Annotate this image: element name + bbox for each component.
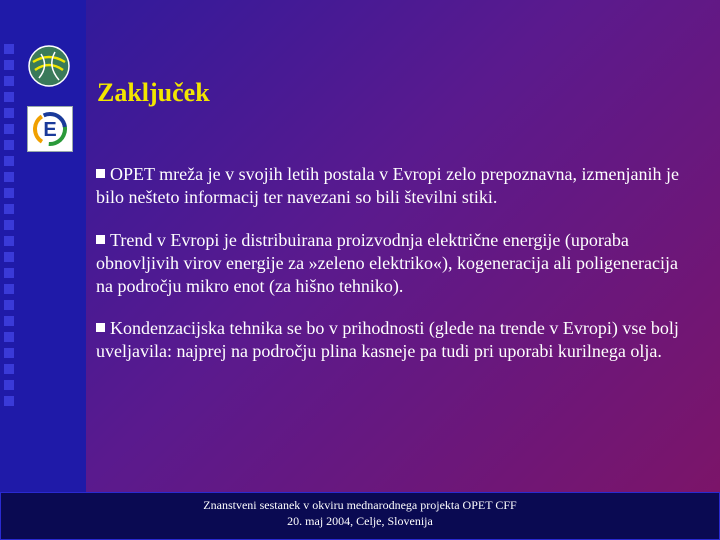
square-column bbox=[4, 44, 18, 406]
e-logo-icon bbox=[27, 106, 73, 152]
footer-line-1: Znanstveni sestanek v okviru mednarodnega projekta OPET CFF bbox=[203, 498, 517, 512]
paragraph-2-text: Trend v Evropi je distribuirana proizvodnja električne energije (uporaba obnovljivih virov energije za »zeleno elektriko«), kogeneracija ali poligeneracija na področju mikro enot (za hišno tehniko). bbox=[96, 230, 678, 296]
paragraph-1-text: OPET mreža je v svojih letih postala v Evropi zelo prepoznavna, izmenjanih je bilo nešteto informacij ter navezani so bili številni stiki. bbox=[96, 164, 679, 207]
slide-title: Zaključek bbox=[97, 78, 210, 107]
svg-text:E: E bbox=[43, 119, 57, 141]
paragraph-1 bbox=[96, 163, 696, 209]
bullet-icon bbox=[96, 323, 105, 332]
footer-line-2: 20. maj 2004, Celje, Slovenija bbox=[287, 514, 433, 528]
footer bbox=[0, 492, 720, 540]
bullet-icon bbox=[96, 169, 105, 178]
paragraph-3 bbox=[96, 317, 696, 363]
paragraph-3-text: Kondenzacijska tehnika se bo v prihodnosti (glede na trende v Evropi) vse bolj uveljavila: najprej na področju plina kasneje pa tudi pri uporabi kurilnega olja. bbox=[96, 318, 679, 361]
paragraph-2 bbox=[96, 229, 696, 298]
globe-logo-icon bbox=[27, 44, 71, 88]
bullet-icon bbox=[96, 235, 105, 244]
